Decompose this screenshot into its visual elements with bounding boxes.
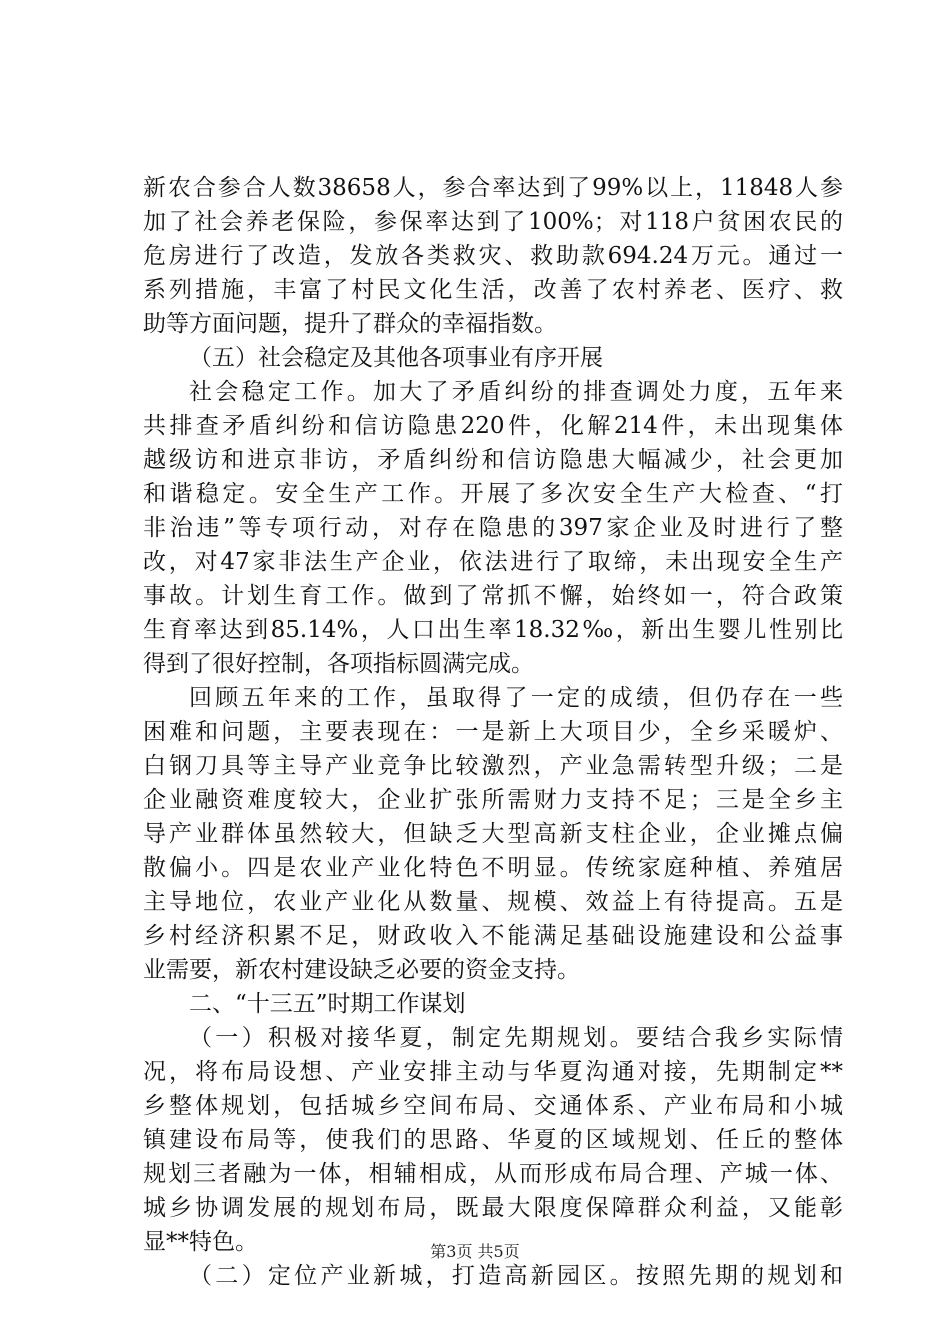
text-line: 越级访和进京非访，矛盾纠纷和信访隐患大幅减少，社会更加: [143, 447, 843, 473]
text-line: 加了社会养老保险，参保率达到了100%；对118户贫困农民的: [143, 209, 843, 235]
page-footer: 第3页 共5页: [430, 1242, 520, 1261]
text-line: 生育率达到85.14%，人口出生率18.32‰，新出生婴儿性别比: [143, 617, 843, 643]
text-line: 白钢刀具等主导产业竞争比较激烈，产业急需转型升级；二是: [143, 753, 843, 779]
section-heading: （五）社会稳定及其他各项事业有序开展: [189, 345, 603, 371]
text-line: 困难和问题，主要表现在：一是新上大项目少，全乡采暖炉、: [143, 719, 843, 745]
text-line: 回顾五年来的工作，虽取得了一定的成绩，但仍存在一些: [189, 685, 843, 711]
text-line: 况，将布局设想、产业安排主动与华夏沟通对接，先期制定**: [143, 1059, 843, 1085]
text-line: 规划三者融为一体，相辅相成，从而形成布局合理、产城一体、: [143, 1161, 843, 1187]
text-line: 城乡协调发展的规划布局，既最大限度保障群众利益，又能彰: [143, 1195, 843, 1221]
text-line: 乡整体规划，包括城乡空间布局、交通体系、产业布局和小城: [143, 1093, 843, 1119]
text-line: （一）积极对接华夏，制定先期规划。要结合我乡实际情: [189, 1025, 843, 1051]
text-line: 导产业群体虽然较大，但缺乏大型高新支柱企业，企业摊点偏: [143, 821, 843, 847]
text-line: 新农合参合人数38658人，参合率达到了99%以上，11848人参: [143, 175, 843, 201]
text-line: 业需要，新农村建设缺乏必要的资金支持。: [143, 957, 580, 983]
text-line: 企业融资难度较大，企业扩张所需财力支持不足；三是全乡主: [143, 787, 843, 813]
text-line: 和谐稳定。安全生产工作。开展了多次安全生产大检查、“打: [143, 481, 843, 507]
text-line: 主导地位，农业产业化从数量、规模、效益上有待提高。五是: [143, 889, 843, 915]
text-line: 共排查矛盾纠纷和信访隐患220件，化解214件，未出现集体: [143, 413, 843, 439]
text-line: 系列措施，丰富了村民文化生活，改善了农村养老、医疗、救: [143, 277, 843, 303]
text-line: 乡村经济积累不足，财政收入不能满足基础设施建设和公益事: [143, 923, 843, 949]
text-line: 散偏小。四是农业产业化特色不明显。传统家庭种植、养殖居: [143, 855, 843, 881]
text-line: 镇建设布局等，使我们的思路、华夏的区域规划、任丘的整体: [143, 1127, 843, 1153]
text-line: 助等方面问题，提升了群众的幸福指数。: [143, 311, 557, 337]
text-line: 社会稳定工作。加大了矛盾纠纷的排查调处力度，五年来: [189, 379, 843, 405]
text-line: 得到了很好控制，各项指标圆满完成。: [143, 651, 534, 677]
text-line: 显**特色。: [143, 1229, 258, 1255]
section-heading: 二、“十三五”时期工作谋划: [189, 991, 466, 1017]
text-line: 非治违”等专项行动，对存在隐患的397家企业及时进行了整: [143, 515, 843, 541]
text-line: 改，对47家非法生产企业，依法进行了取缔，未出现安全生产: [143, 549, 843, 575]
body-text: [143, 171, 843, 1293]
text-line: 危房进行了改造，发放各类救灾、救助款694.24万元。通过一: [143, 243, 843, 269]
text-line: 事故。计划生育工作。做到了常抓不懈，始终如一，符合政策: [143, 583, 843, 609]
text-line: （二）定位产业新城，打造高新园区。按照先期的规划和: [189, 1263, 843, 1289]
